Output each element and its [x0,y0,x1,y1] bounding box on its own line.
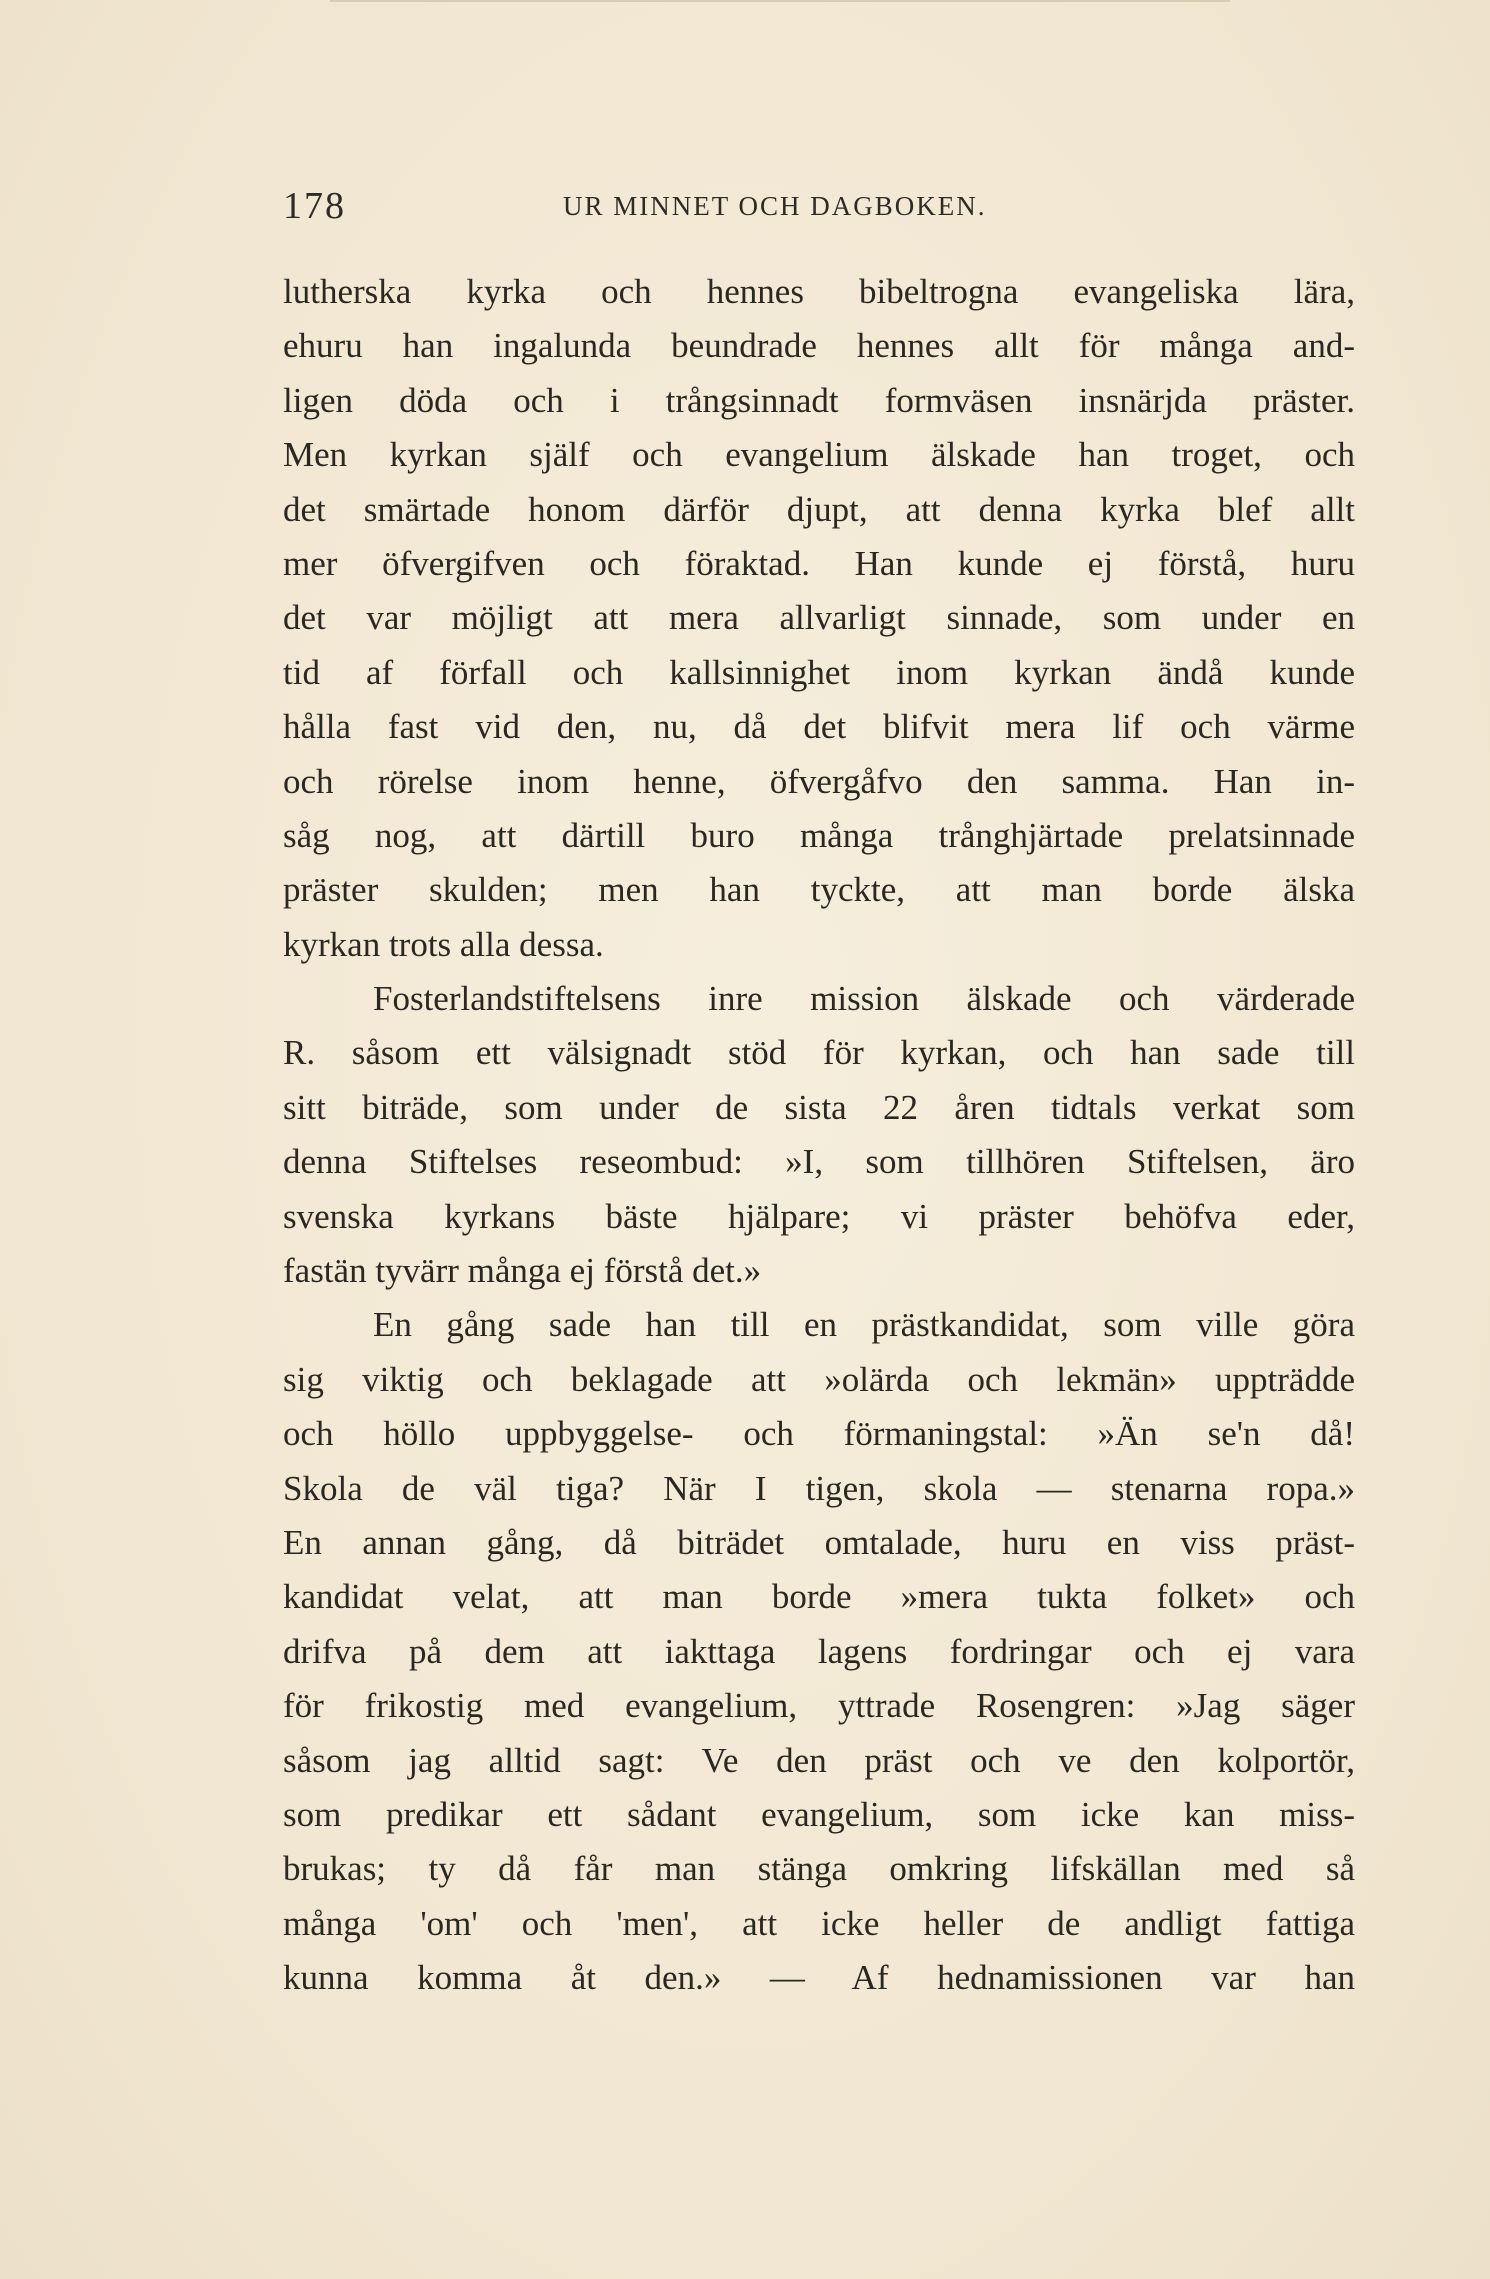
body-text [283,265,1355,2006]
text-line: R. såsom ett välsignadt stöd för kyrkan, och han sade till [283,1033,1355,1073]
text-line: det var möjligt att mera allvarligt sinnade, som under en [283,598,1355,638]
text-line: Skola de väl tiga? När I tigen, skola — stenarna ropa.» [283,1468,1355,1508]
text-line: tid af förfall och kallsinnighet inom kyrkan ändå kunde [283,652,1355,692]
text-line-paragraph-start: En gång sade han till en prästkandidat, som ville göra [373,1305,1355,1345]
text-line-paragraph-end: kyrkan trots alla dessa. [283,924,604,964]
text-line: brukas; ty då får man stänga omkring lifskällan med så [283,1849,1355,1889]
top-edge-rule [330,0,1230,2]
text-line: kunna komma åt den.» — Af hednamissionen var han [283,1958,1355,1998]
text-line: ligen döda och i trångsinnadt formväsen insnärjda präster. [283,380,1355,420]
running-head [283,184,1083,234]
text-line: såsom jag alltid sagt: Ve den präst och ve den kolportör, [283,1740,1355,1780]
text-line: lutherska kyrka och hennes bibeltrogna evangeliska lära, [283,272,1355,311]
text-line: drifva på dem att iakttaga lagens fordringar och ej vara [283,1631,1355,1671]
running-head-title: UR MINNET OCH DAGBOKEN. [563,191,987,221]
text-line: många 'om' och 'men', att icke heller de andligt fattiga [283,1903,1355,1943]
text-line: präster skulden; men han tyckte, att man borde älska [283,870,1355,910]
page-number: 178 [283,185,346,227]
text-line: sitt biträde, som under de sista 22 åren tidtals verkat som [283,1087,1355,1127]
text-line: som predikar ett sådant evangelium, som icke kan miss- [283,1794,1355,1834]
text-line: såg nog, att därtill buro många trånghjärtade prelatsinnade [283,815,1355,855]
text-line: och rörelse inom henne, öfvergåfvo den samma. Han in- [283,761,1355,801]
text-line: ehuru han ingalunda beundrade hennes allt för många and- [283,326,1355,366]
text-line: kandidat velat, att man borde »mera tukta folket» och [283,1577,1355,1617]
text-line: svenska kyrkans bäste hjälpare; vi präster behöfva eder, [283,1196,1355,1236]
text-line-paragraph-end: fastän tyvärr många ej förstå det.» [283,1251,762,1291]
text-line: det smärtade honom därför djupt, att denna kyrka blef allt [283,489,1355,529]
text-line: En annan gång, då biträdet omtalade, huru en viss präst- [283,1522,1355,1562]
text-line: mer öfvergifven och föraktad. Han kunde ej förstå, huru [283,543,1355,583]
text-line: och höllo uppbyggelse- och förmaningstal: »Än se'n då! [283,1414,1355,1454]
text-line-paragraph-start: Fosterlandstiftelsens inre mission älskade och värderade [373,979,1355,1019]
text-line: denna Stiftelses reseombud: »I, som tillhören Stiftelsen, äro [283,1142,1355,1182]
text-line: Men kyrkan själf och evangelium älskade han troget, och [283,435,1355,475]
text-line: hålla fast vid den, nu, då det blifvit mera lif och värme [283,707,1355,747]
text-line: sig viktig och beklagade att »olärda och lekmän» uppträdde [283,1359,1355,1399]
text-line: för frikostig med evangelium, yttrade Rosengren: »Jag säger [283,1686,1355,1726]
